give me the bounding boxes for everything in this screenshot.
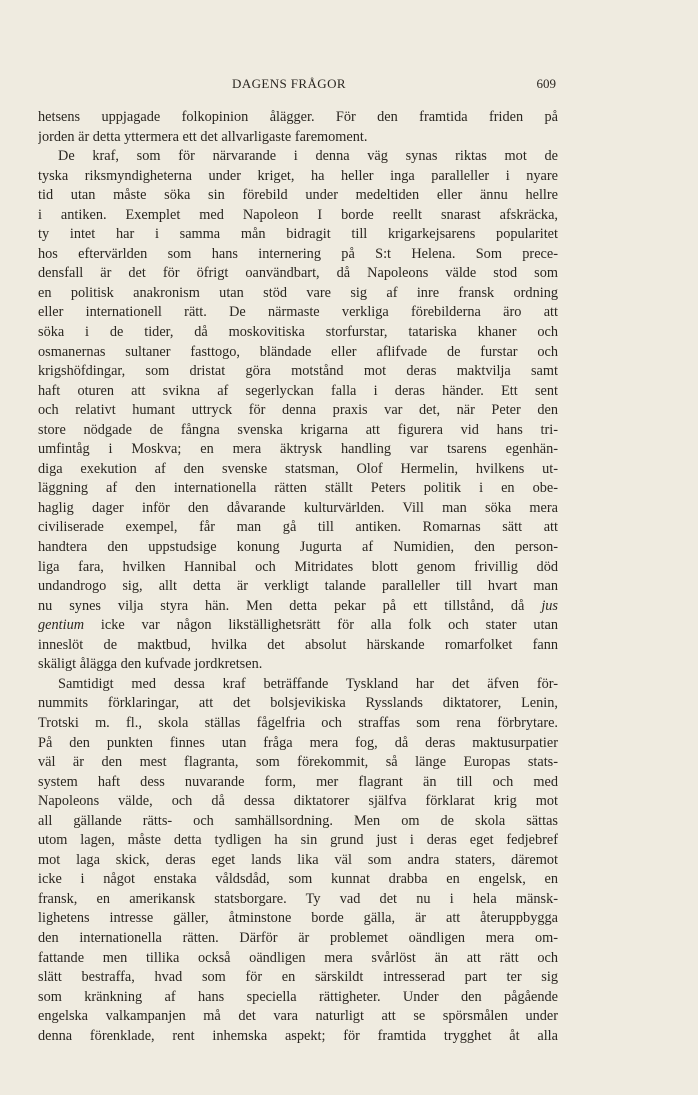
running-title: DAGENS FRÅGOR — [232, 76, 346, 91]
text-line: en politisk anakronism utan stöd vare sig af inre fransk ordning — [38, 284, 558, 301]
text-line: mot laga skick, deras eget lands lika väl som andra staters, däremot — [38, 851, 558, 868]
text-line: liga fara, hvilken Hannibal och Mitridates blott genom frivillig död — [38, 558, 558, 575]
text-line: fattande men tillika också oändligen mera svårlöst än att rätt och — [38, 949, 558, 966]
text-line: och relativt humant uttryck för denna praxis var det, när Peter den — [38, 402, 558, 419]
text-line: På den punkten finnes utan fråga mera fog, då deras maktusurpatier — [38, 734, 558, 751]
text-line: som kränkning af hans speciella rättigheter. Under den pågående — [38, 988, 558, 1005]
text-line: hetsens uppjagade folkopinion ålägger. För den framtida friden på — [38, 109, 558, 125]
text-line: läggning af den internationella rätten ställt Peters politik i en obe- — [38, 480, 558, 497]
text-line: nummits förklaringar, att det bolsjevikiska Rysslands diktatorer, Lenin, — [38, 695, 558, 712]
text-line: fransk, en amerikansk statsborgare. Ty vad det nu i hela mänsk- — [38, 890, 558, 907]
text-line: denna förenklade, rent inhemska aspekt; för framtida trygghet åt alla — [38, 1027, 558, 1044]
text-line: all gällande rätts- och samhällsordning. Men om de skola sättas — [38, 812, 558, 829]
text-line: engelska valkampanjen må det vara naturligt att se spörsmålen under — [38, 1008, 558, 1025]
text-line: tyska riksmyndigheterna under kriget, ha heller inga paralleller i nyare — [38, 167, 558, 184]
text-line: lighetens intresse gäller, åtminstone borde gälla, är att återuppbygga — [38, 910, 558, 927]
text-line: store nödgade de fångna svenska krigarna att figurera vid hans tri- — [38, 421, 558, 438]
text-line: inneslöt de maktbud, hvilka det absolut härskande romarfolket fann — [38, 636, 558, 653]
page-number: 609 — [536, 76, 556, 91]
text-line: eller internationell rätt. De närmaste verkliga förebilderna äro att — [38, 304, 558, 321]
text-line: väl är den mest flagranta, som förekommit, så länge Europas stats- — [38, 754, 558, 771]
text-line: densfall är det för öfrigt oanvändbart, då Napoleons välde stod som — [38, 265, 558, 282]
text-line: De kraf, som för närvarande i denna väg synas riktas mot de — [58, 148, 558, 165]
text-line: undandrogo sig, allt detta är verkligt talande paralleller till hvart man — [38, 578, 558, 595]
text-line: Trotski m. fl., skola ställas fågelfria och straffas som rena förbrytare. — [38, 714, 558, 731]
text-line-with-italic — [38, 597, 558, 617]
text-line: Napoleons välde, och då dessa diktatorer själfva förklarat krig mot — [38, 793, 558, 810]
text-line: civiliserade exempel, får man gå till antiken. Romarnas sätt att — [38, 519, 558, 536]
text-line: tid utan måste söka sin förebild under medeltiden eller ännu hellre — [38, 187, 558, 204]
text-line: i antiken. Exemplet med Napoleon I borde reellt snarast afskräcka, — [38, 206, 558, 223]
text-line: haft oturen att svikna af segerlyckan falla i deras händer. Ett sent — [38, 382, 558, 399]
text-fragment: nu synes vilja styra hän. Men detta pekar på ett tillstånd, då — [38, 597, 525, 614]
text-line: hos eftervärlden som hans internering på S:t Helena. Som prece- — [38, 245, 558, 262]
text-line: umfintåg i Moskva; en mera äktrysk handling var tsarens egenhän- — [38, 441, 558, 458]
text-line: den internationella rätten. Därför är problemet oändligen mera om- — [38, 929, 558, 946]
text-line: Samtidigt med dessa kraf beträffande Tyskland har det äfven för- — [58, 675, 558, 692]
text-line: krigshöfdingar, som dristat göra motstånd mot deras maktvilja samt — [38, 363, 558, 380]
text-line: system haft dess nuvarande form, mer flagrant än till och med — [38, 773, 558, 790]
text-line: osmanernas sultaner fasttogo, bländade eller aflifvade de furstar och — [38, 343, 558, 360]
text-line: skäligt ålägga den kufvade jordkretsen. — [38, 656, 263, 673]
text-line: utom lagen, måste detta tydligen ha sin grund just i deras eget fedjebref — [38, 832, 558, 849]
text-line: jorden är detta yttermera ett det allvarligaste faremoment. — [38, 128, 368, 145]
text-line: handtera den uppstudsige konung Jugurta af Numidien, den person- — [38, 539, 558, 556]
page-header — [0, 76, 698, 96]
text-line: söka i de tider, då moskovitiska storfurstar, tatariska khaner och — [38, 324, 558, 341]
italic-word: gentium — [38, 617, 85, 634]
italic-word: jus — [541, 597, 558, 614]
text-line: haglig dager inför den dåvarande kulturvärlden. Vill man söka mera — [38, 499, 558, 516]
text-line: slätt bestraffa, hvad som för en särskildt intresserad part ter sig — [38, 969, 558, 986]
text-line: icke i något enstaka våldsdåd, som kunnat drabba en engelsk, en — [38, 871, 558, 888]
text-line-with-italic — [38, 616, 558, 636]
body-text — [38, 108, 558, 1046]
text-line: diga exekution af den svenske statsman, Olof Hermelin, hvilkens ut- — [38, 460, 558, 477]
text-fragment: icke var någon likställighetsrätt för alla folk och stater utan — [84, 617, 558, 634]
text-line: ty intet har i samma mån bidragit till krigarkejsarens popularitet — [38, 226, 558, 243]
